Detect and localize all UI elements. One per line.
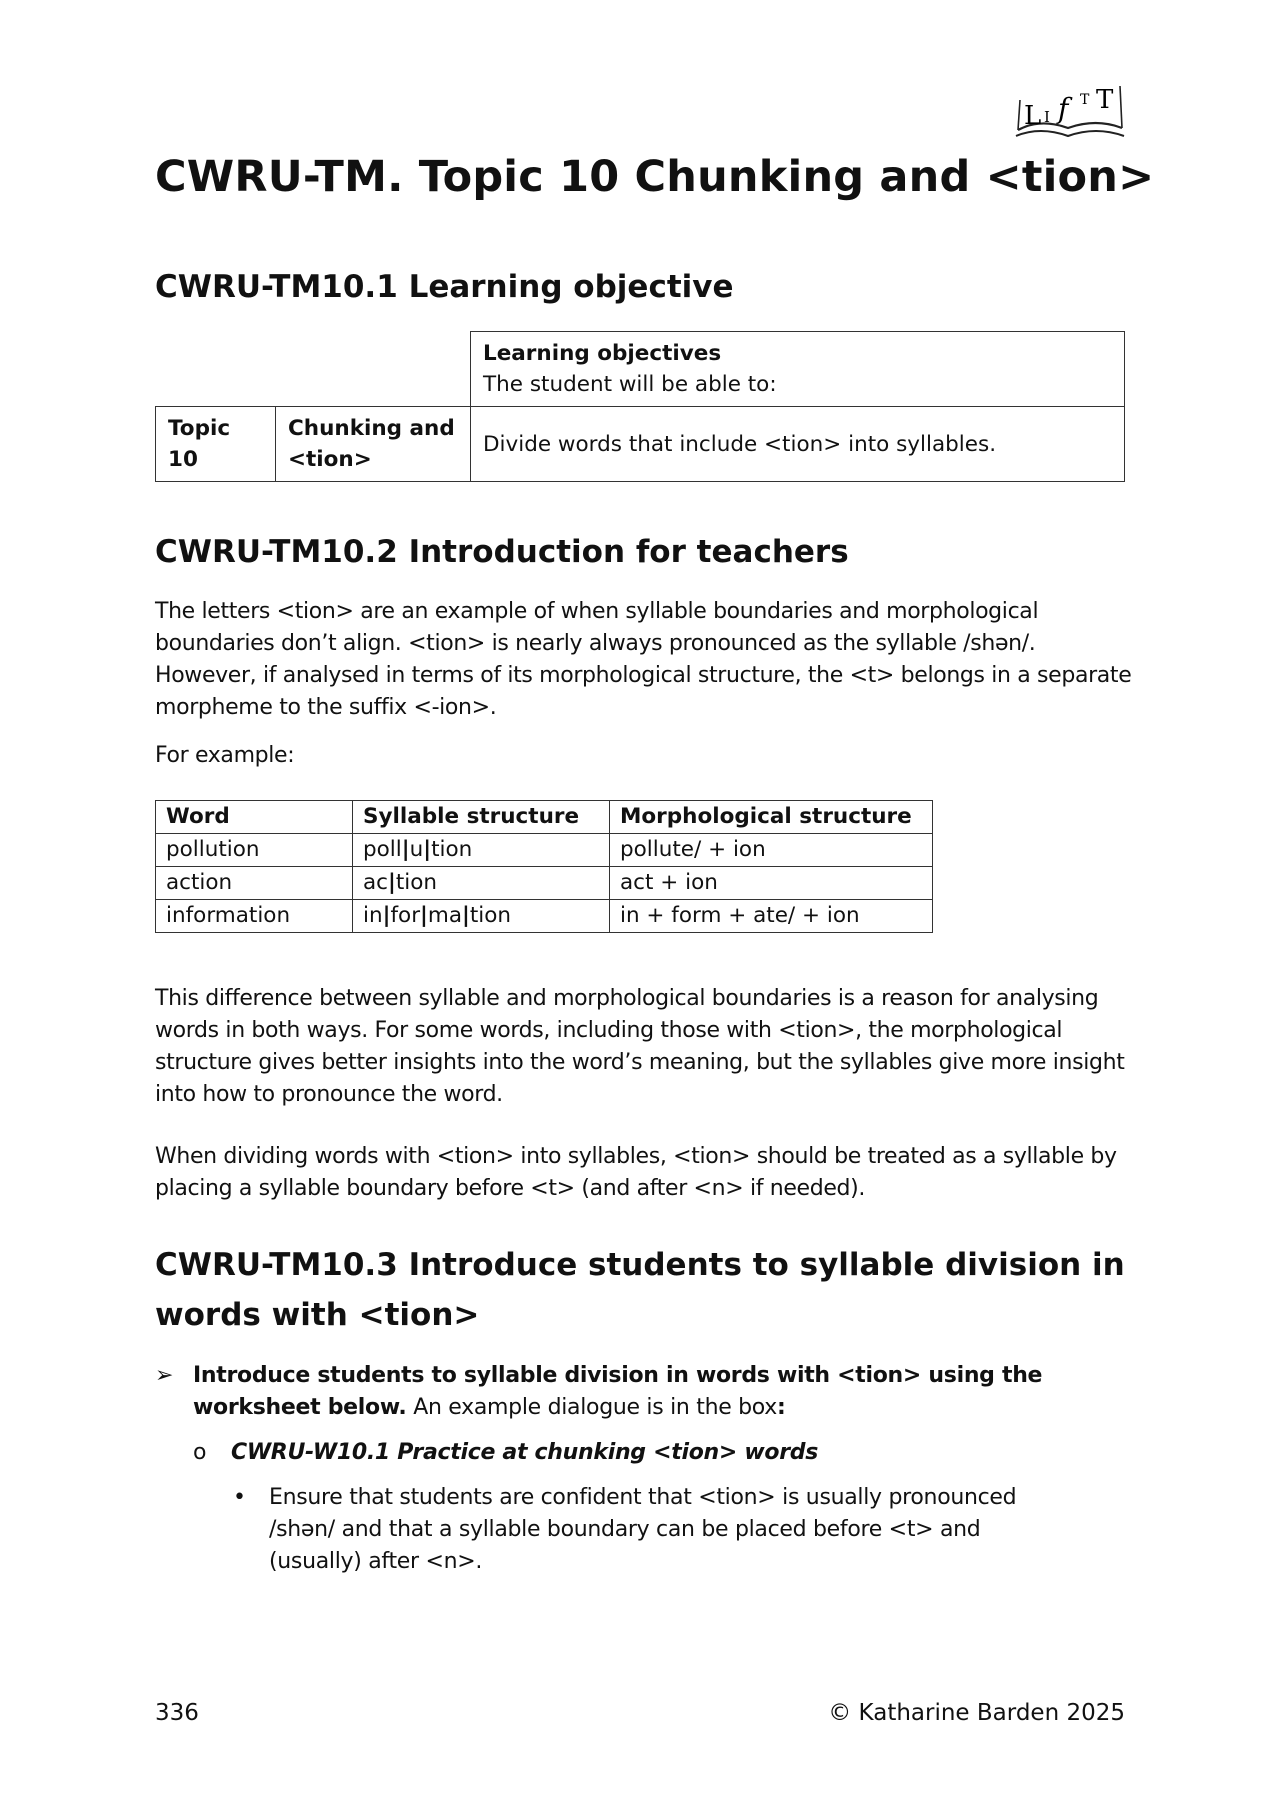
logo-letter-l: L	[1024, 101, 1042, 131]
lift-logo	[1010, 78, 1128, 146]
list-item-text: Ensure that students are confident that <tion> is usually pronounced /shən/ and that a syllable boundary can be placed before <t> and (usually) after <n>.	[269, 1485, 1017, 1574]
column-header-morphological: Morphological structure	[610, 801, 933, 834]
objectives-header-subtitle: The student will be able to:	[483, 372, 777, 397]
intro-paragraph-4: When dividing words with <tion> into syllables, <tion> should be treated as a syllable by placing a syllable boundary before <t> (and after <n> if needed).	[155, 1144, 1117, 1201]
column-header-syllable: Syllable structure	[353, 801, 610, 834]
page-number: 336	[155, 1700, 199, 1726]
word-cell: action	[156, 867, 353, 900]
word-cell: information	[156, 900, 353, 933]
section-heading-syllable-division: CWRU-TM10.3 Introduce students to syllable division in words with <tion>	[155, 1247, 1125, 1333]
morph-cell: act + ion	[610, 867, 933, 900]
topic-name-line2: <tion>	[288, 447, 372, 472]
worksheet-reference: CWRU-W10.1 Practice at chunking <tion> words	[231, 1440, 819, 1465]
arrow-bullet-icon: ➢	[155, 1363, 174, 1388]
column-header-word: Word	[156, 801, 353, 834]
page-title: CWRU-TM. Topic 10 Chunking and <tion>	[155, 152, 1155, 202]
topic-number-cell: Topic 10	[156, 407, 276, 482]
morph-cell: pollute/ + ion	[610, 834, 933, 867]
syllable-cell: ac|tion	[353, 867, 610, 900]
circle-bullet-icon: o	[193, 1440, 207, 1465]
logo-letter-t-small: T	[1080, 92, 1090, 108]
intro-paragraph-1: The letters <tion> are an example of when syllable boundaries and morphological boundaries don’t align. <tion> is nearly always pronounced as the syllable /shən/. However, if analysed in terms of its morphological structure, the <t> belongs in a separate morpheme to the suffix <-ion>.	[155, 599, 1132, 720]
logo-letter-t-large: T	[1096, 85, 1114, 115]
intro-paragraph-2: For example:	[155, 743, 295, 768]
example-table	[155, 800, 933, 933]
table-row	[156, 834, 933, 867]
objectives-header-cell	[471, 332, 1125, 407]
section-heading-introduction: CWRU-TM10.2 Introduction for teachers	[155, 534, 849, 570]
list-item	[231, 1482, 1071, 1578]
intro-paragraph-3: This difference between syllable and morphological boundaries is a reason for analysing words in both ways. For some words, including those with <tion>, the morphological structure gives better insights into the word’s meaning, but the syllables give more insight into how to pronounce the word.	[155, 986, 1125, 1107]
learning-objectives-table	[155, 331, 1125, 482]
objective-text-cell: Divide words that include <tion> into syllables.	[471, 407, 1125, 482]
word-cell: pollution	[156, 834, 353, 867]
topic-name-cell	[276, 407, 471, 482]
dot-bullet-icon: •	[233, 1485, 246, 1510]
morph-cell: in + form + ate/ + ion	[610, 900, 933, 933]
topic-name-line1: Chunking and	[288, 416, 455, 441]
table-row	[156, 900, 933, 933]
table-row	[156, 867, 933, 900]
syllable-cell: poll|u|tion	[353, 834, 610, 867]
objectives-header-title: Learning objectives	[483, 341, 722, 366]
section-heading-learning-objective: CWRU-TM10.1 Learning objective	[155, 269, 734, 305]
syllable-cell: in|for|ma|tion	[353, 900, 610, 933]
list-item	[193, 1437, 1093, 1469]
copyright-notice: © Katharine Barden 2025	[828, 1700, 1125, 1726]
logo-letter-f: f	[1058, 92, 1069, 125]
example-table-header-row	[156, 801, 933, 834]
logo-letter-i: I	[1044, 108, 1050, 126]
list-item	[155, 1360, 1085, 1424]
list-item-text: Introduce students to syllable division in words with <tion> using the worksheet below. An example dialogue is in the box:	[193, 1363, 1043, 1420]
